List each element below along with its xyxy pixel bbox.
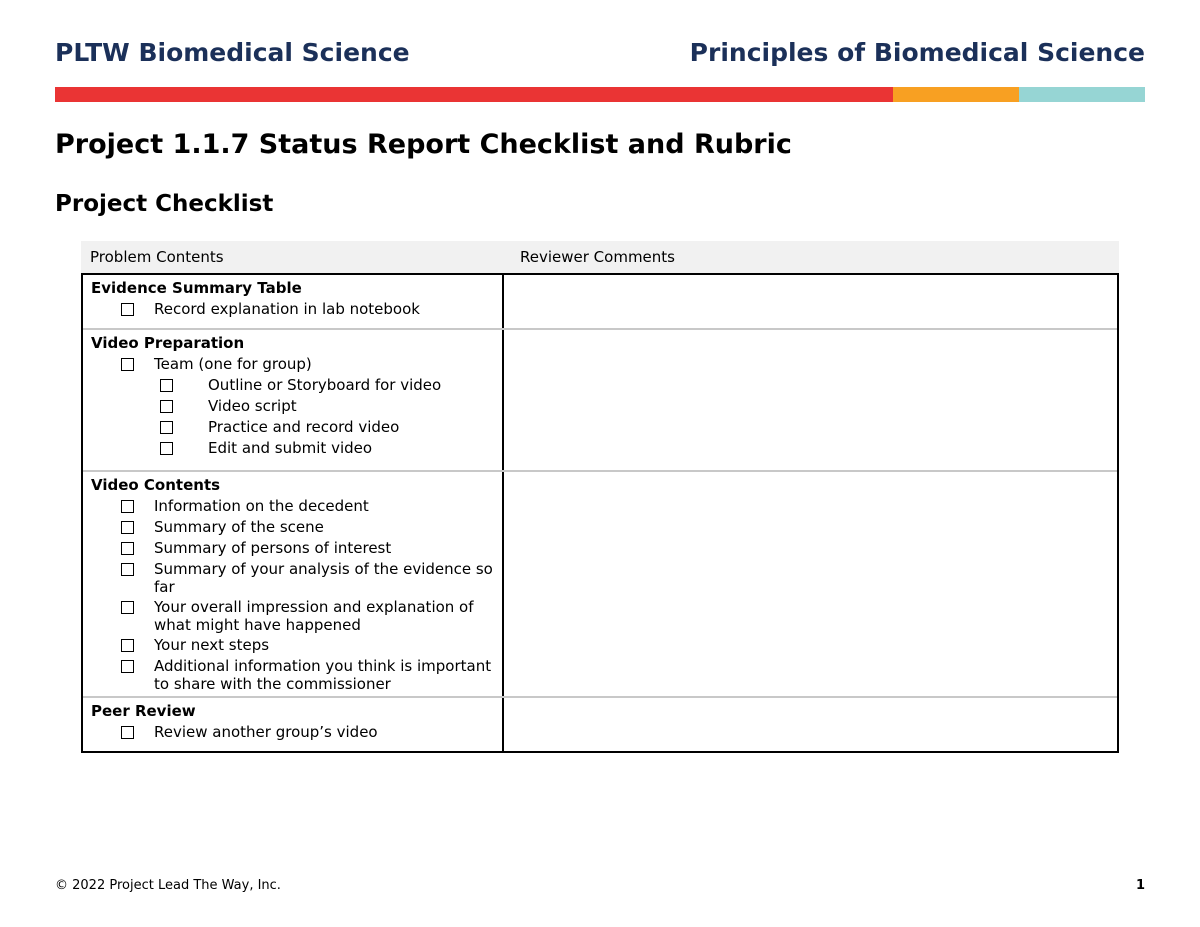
section-heading: Evidence Summary Table [91, 279, 302, 297]
table-body [81, 273, 1119, 753]
checklist-subitem [91, 376, 502, 395]
checklist-item [91, 539, 502, 558]
checklist-item-label: Additional information you think is important to share with the commissioner [154, 657, 492, 693]
color-bar-teal [1019, 87, 1145, 102]
table-row [83, 696, 1117, 751]
problem-contents-cell [83, 275, 504, 328]
checklist-subitem [91, 418, 502, 437]
checkbox-icon[interactable] [121, 500, 134, 513]
checklist-item-label: Your overall impression and explanation of what might have happened [154, 598, 474, 634]
checklist-table [81, 241, 1119, 753]
header-course-family: PLTW Biomedical Science [55, 38, 410, 67]
problem-contents-cell [83, 330, 504, 470]
checkbox-icon[interactable] [160, 379, 173, 392]
checklist-item [91, 723, 502, 742]
table-row [83, 328, 1117, 470]
page-title: Project 1.1.7 Status Report Checklist and Rubric [55, 129, 792, 160]
reviewer-comments-cell[interactable] [504, 275, 1117, 328]
checklist-item-label: Practice and record video [208, 418, 400, 436]
checklist-item [91, 355, 502, 374]
section-heading: Video Preparation [91, 334, 245, 352]
checkbox-icon[interactable] [121, 542, 134, 555]
checkbox-icon[interactable] [121, 601, 134, 614]
section-heading: Video Contents [91, 476, 221, 494]
table-header [81, 241, 1119, 273]
color-bar-orange [893, 87, 1019, 102]
problem-contents-cell [83, 698, 504, 751]
checklist-item [91, 560, 502, 596]
reviewer-comments-cell[interactable] [504, 698, 1117, 751]
section-title: Project Checklist [55, 191, 274, 217]
checklist-item-label: Information on the decedent [154, 497, 369, 515]
checklist-item-label: Review another group’s video [154, 723, 378, 741]
column-header-reviewer-comments: Reviewer Comments [520, 248, 675, 266]
reviewer-comments-cell[interactable] [504, 330, 1117, 470]
section-heading: Peer Review [91, 702, 196, 720]
checklist-item [91, 518, 502, 537]
checklist-item-label: Outline or Storyboard for video [208, 376, 442, 394]
checkbox-icon[interactable] [121, 521, 134, 534]
checklist-item-label: Record explanation in lab notebook [154, 300, 420, 318]
color-bar-red [55, 87, 893, 102]
checklist-subitem [91, 397, 502, 416]
checklist-item-label: Team (one for group) [154, 355, 312, 373]
checklist-item-label: Video script [208, 397, 297, 415]
checklist-subitem [91, 439, 502, 458]
checkbox-icon[interactable] [121, 563, 134, 576]
footer-copyright: © 2022 Project Lead The Way, Inc. [55, 878, 281, 893]
checkbox-icon[interactable] [121, 303, 134, 316]
checkbox-icon[interactable] [160, 400, 173, 413]
checkbox-icon[interactable] [121, 639, 134, 652]
checklist-item-label: Summary of your analysis of the evidence so far [154, 560, 493, 596]
checklist-item-label: Your next steps [154, 636, 270, 654]
reviewer-comments-cell[interactable] [504, 472, 1117, 696]
header-course-name: Principles of Biomedical Science [689, 38, 1145, 67]
checkbox-icon[interactable] [121, 358, 134, 371]
page-number: 1 [1135, 878, 1145, 893]
column-header-problem-contents: Problem Contents [90, 248, 224, 266]
problem-contents-cell [83, 472, 504, 696]
checklist-item-label: Summary of the scene [154, 518, 324, 536]
header-color-bar [55, 87, 1145, 102]
checklist-item [91, 497, 502, 516]
table-row [83, 275, 1117, 328]
checklist-item [91, 300, 502, 319]
checkbox-icon[interactable] [121, 726, 134, 739]
checkbox-icon[interactable] [160, 421, 173, 434]
checklist-item [91, 657, 502, 693]
checklist-item-label: Summary of persons of interest [154, 539, 392, 557]
checklist-item [91, 636, 502, 655]
table-row [83, 470, 1117, 696]
checklist-item [91, 598, 502, 634]
checklist-item-label: Edit and submit video [208, 439, 373, 457]
checkbox-icon[interactable] [160, 442, 173, 455]
checkbox-icon[interactable] [121, 660, 134, 673]
